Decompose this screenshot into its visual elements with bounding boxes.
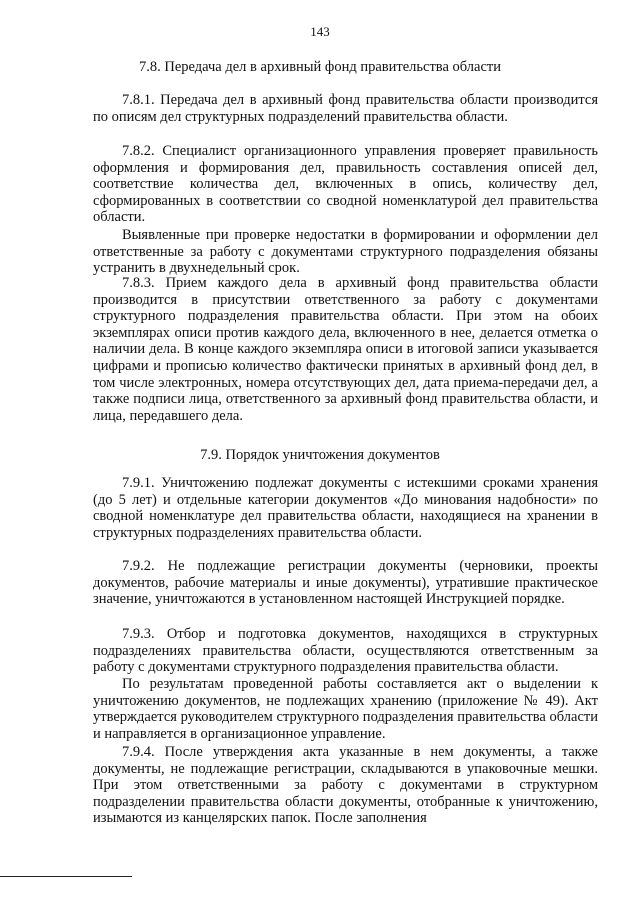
section-title-archive-transfer: 7.8. Передача дел в архивный фонд правительства области: [139, 59, 501, 75]
paragraph-7-9-3: 7.9.3. Отбор и подготовка документов, находящихся в структурных подразделениях правительства области, осуществляются ответственным за работу с документами структурного подразделения правительства области.: [93, 626, 598, 676]
section-title-document-destruction: 7.9. Порядок уничтожения документов: [200, 447, 440, 463]
paragraph-7-8-2: 7.8.2. Специалист организационного управления проверяет правильность оформления и формирования дел, правильность составления описей дел, соответствие количества дел, включенных в опись, количеству дел, сформированных в соответствии со сводной номенклатурой дел правительства области.: [93, 143, 598, 226]
paragraph-7-9-1: 7.9.1. Уничтожению подлежат документы с истекшими сроками хранения (до 5 лет) и отдельные категории документов «До минования надобности» по сводной номенклатуре дел правительства области, находящиеся на хранении в структурных подразделениях правительства области.: [93, 475, 598, 541]
paragraph-7-8-1: 7.8.1. Передача дел в архивный фонд правительства области производится по описям дел структурных подразделений правительства области.: [93, 92, 598, 125]
paragraph-7-9-4: 7.9.4. После утверждения акта указанные в нем документы, а также документы, не подлежащие регистрации, складываются в упаковочные мешки. При этом ответственными за работу с документами в структурном подразделении правительства области документы, отобранные к уничтожению, изымаются из канцелярских папок. После заполнения: [93, 744, 598, 827]
footnote-divider: [0, 876, 132, 877]
paragraph-7-9-2: 7.9.2. Не подлежащие регистрации документы (черновики, проекты документов, рабочие материалы и иные документы), утратившие практическое значение, уничтожаются в установленном настоящей Инструкцией порядке.: [93, 558, 598, 608]
paragraph-7-9-3-act: По результатам проведенной работы составляется акт о выделении к уничтожению документов, не подлежащих хранению (приложение № 49). Акт утверждается руководителем структурного подразделения правительства области и направляется в организационное управление.: [93, 676, 598, 742]
paragraph-7-8-2-deficiencies: Выявленные при проверке недостатки в формировании и оформлении дел ответственные за работу с документами структурного подразделения обязаны устранить в двухнедельный срок.: [93, 227, 598, 277]
paragraph-7-8-3: 7.8.3. Прием каждого дела в архивный фонд правительства области производится в присутствии ответственного за работу с документами структурного подразделения правительства области. При этом на обоих экземплярах описи против каждого дела, включенного в нее, делается отметка о наличии дела. В конце каждого экземпляра описи в итоговой записи указывается цифрами и прописью количество фактически принятых в архивный фонд дел, в том числе электронных, номера отсутствующих дел, дата приема-передачи дел, а также подписи лица, ответственного за архивный фонд правительства области, и лица, передавшего дела.: [93, 275, 598, 424]
page-number: 143: [310, 24, 330, 39]
